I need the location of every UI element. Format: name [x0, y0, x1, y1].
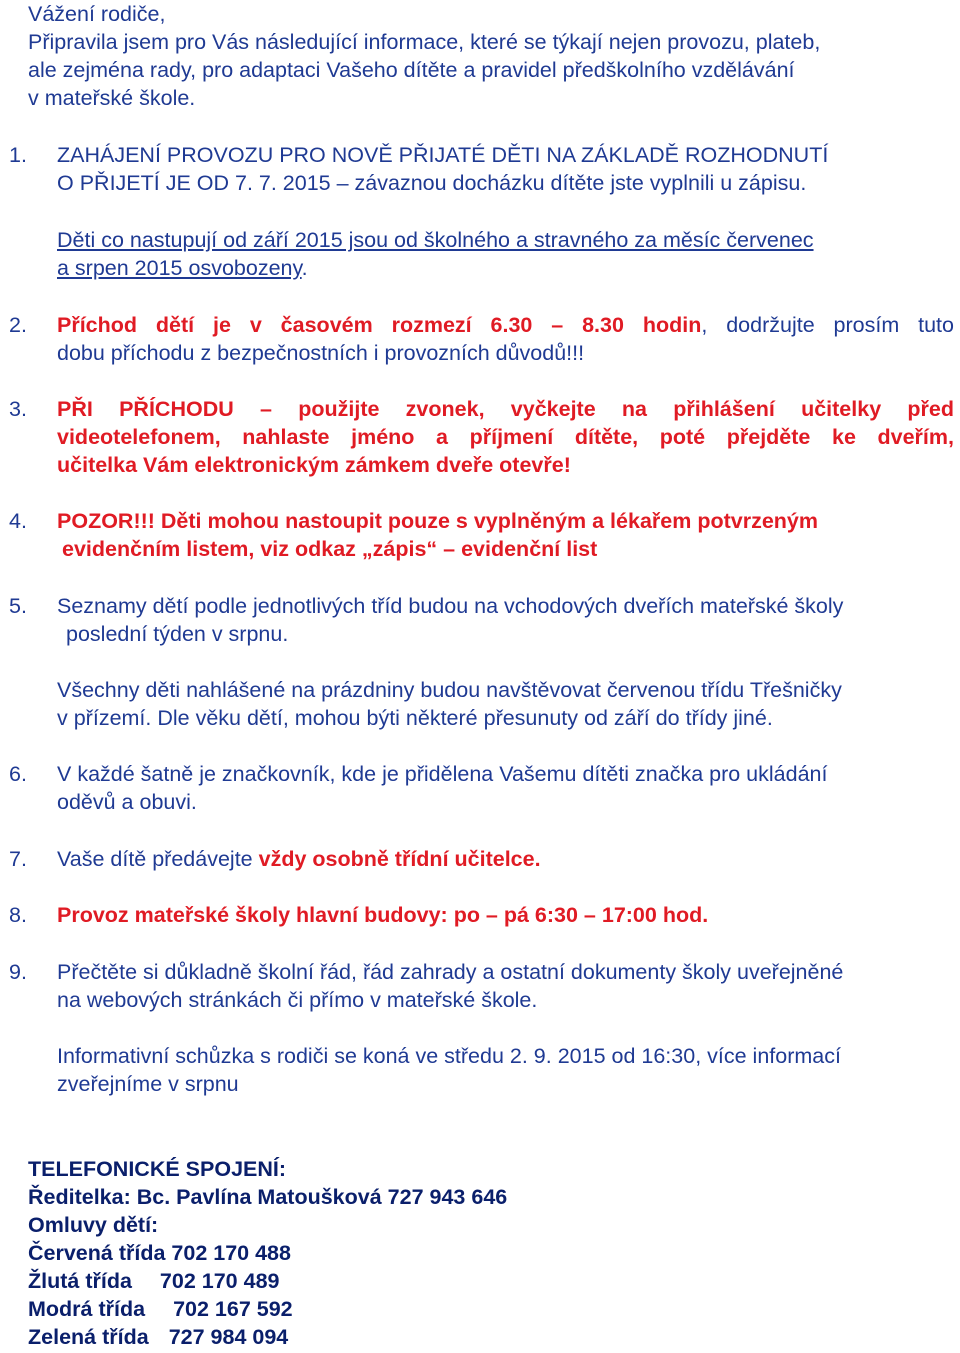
section-7-period: .: [534, 847, 541, 871]
section-9-line-1: Přečtěte si důkladně školní řád, řád zahrady a ostatní dokumenty školy uveřejněné: [57, 960, 844, 984]
section-1-line-2: O PŘIJETÍ JE OD 7. 7. 2015 – závaznou docházku dítěte jste vyplnili u zápisu.: [57, 171, 807, 195]
section-1-number: 1.: [9, 143, 27, 167]
class-name: Modrá třída: [28, 1297, 146, 1321]
section-7-line: [57, 845, 541, 874]
class-name: Červená třída: [28, 1241, 166, 1265]
section-7-bold: vždy osobně třídní učitelce: [258, 847, 535, 871]
class-name: Zelená třída: [28, 1325, 149, 1349]
director-phone: 727 943 646: [387, 1185, 508, 1209]
section-3-line-1: PŘI PŘÍCHODU – použijte zvonek, vyčkejte na přihlášení učitelky před: [57, 397, 954, 421]
section-3-number: 3.: [9, 397, 27, 421]
section-4-number: 4.: [9, 509, 27, 533]
section-9-number: 9.: [9, 960, 27, 984]
section-9-line-2: na webových stránkách či přímo v mateřské škole.: [57, 988, 538, 1012]
class-row: [28, 1267, 279, 1296]
class-name: Žlutá třída: [28, 1269, 132, 1293]
section-1-period: .: [301, 256, 308, 280]
section-6-line-1: V každé šatně je značkovník, kde je přidělena Vašemu dítěti značka pro ukládání: [57, 762, 828, 786]
section-6-number: 6.: [9, 762, 27, 786]
section-6-line-2: oděvů a obuvi.: [57, 790, 197, 814]
section-4-line-2: evidenčním listem, viz odkaz „zápis“ – evidenční list: [62, 537, 598, 561]
section-5-para-2-line-1: Všechny děti nahlášené na prázdniny budou navštěvovat červenou třídu Třešničky: [57, 678, 842, 702]
section-8-number: 8.: [9, 903, 27, 927]
contacts-heading: TELEFONICKÉ SPOJENÍ:: [28, 1157, 287, 1181]
section-2-bold: Příchod dětí je v časovém rozmezí 6.30 – 8.30 hodin: [57, 313, 702, 337]
section-3-line-3: učitelka Vám elektronickým zámkem dveře otevře!: [57, 453, 571, 477]
section-1-line-1: ZAHÁJENÍ PROVOZU PRO NOVĚ PŘIJATÉ DĚTI NA ZÁKLADĚ ROZHODNUTÍ: [57, 143, 829, 167]
section-2-rest: , dodržujte prosím tuto: [701, 313, 954, 337]
section-5-number: 5.: [9, 594, 27, 618]
class-row: [28, 1239, 291, 1268]
section-2-line-2: dobu příchodu z bezpečnostních i provozních důvodů!!!: [57, 341, 585, 365]
section-9-para-2-line-2: zveřejníme v srpnu: [57, 1072, 239, 1096]
class-row: [28, 1323, 288, 1352]
director-label: Ředitelka: Bc. Pavlína Matoušková: [28, 1185, 382, 1209]
section-7-plain: Vaše dítě předávejte: [57, 847, 259, 871]
class-phone: 727 984 094: [168, 1325, 289, 1349]
class-row: [28, 1295, 293, 1324]
section-7-number: 7.: [9, 847, 27, 871]
section-3-line-2: videotelefonem, nahlaste jméno a příjmení dítěte, poté přejděte ke dveřím,: [57, 425, 954, 449]
intro-line-2: ale zejména rady, pro adaptaci Vašeho dítěte a pravidel předškolního vzdělávání: [28, 58, 795, 82]
section-1-underlined-2-wrap: [57, 254, 308, 283]
section-4-line-1: POZOR!!! Děti mohou nastoupit pouze s vyplněným a lékařem potvrzeným: [57, 509, 818, 533]
section-5-para-2-line-2: v přízemí. Dle věku dětí, mohou býti některé přesunuty od září do třídy jiné.: [57, 706, 773, 730]
section-8-line: Provoz mateřské školy hlavní budovy: po – pá 6:30 – 17:00 hod.: [57, 903, 709, 927]
intro-line-3: v mateřské škole.: [28, 86, 196, 110]
section-5-line-2: poslední týden v srpnu.: [66, 622, 289, 646]
section-2-line-1: [57, 311, 954, 340]
class-phone: 702 170 488: [171, 1241, 291, 1265]
class-phone: 702 167 592: [173, 1297, 293, 1321]
section-5-line-1: Seznamy dětí podle jednotlivých tříd budou na vchodových dveřích mateřské školy: [57, 594, 844, 618]
director-line: [28, 1183, 507, 1212]
class-phone: 702 170 489: [159, 1269, 280, 1293]
intro-line-1: Připravila jsem pro Vás následující informace, které se týkají nejen provozu, plateb,: [28, 30, 821, 54]
absence-label: Omluvy dětí:: [28, 1213, 159, 1237]
section-1-underlined-2: a srpen 2015 osvobozeny: [57, 256, 302, 280]
section-1-underlined-1: Děti co nastupují od září 2015 jsou od školného a stravného za měsíc červenec: [57, 228, 814, 252]
section-2-number: 2.: [9, 313, 27, 337]
section-9-para-2-line-1: Informativní schůzka s rodiči se koná ve středu 2. 9. 2015 od 16:30, více informací: [57, 1044, 841, 1068]
greeting: Vážení rodiče,: [28, 2, 166, 26]
